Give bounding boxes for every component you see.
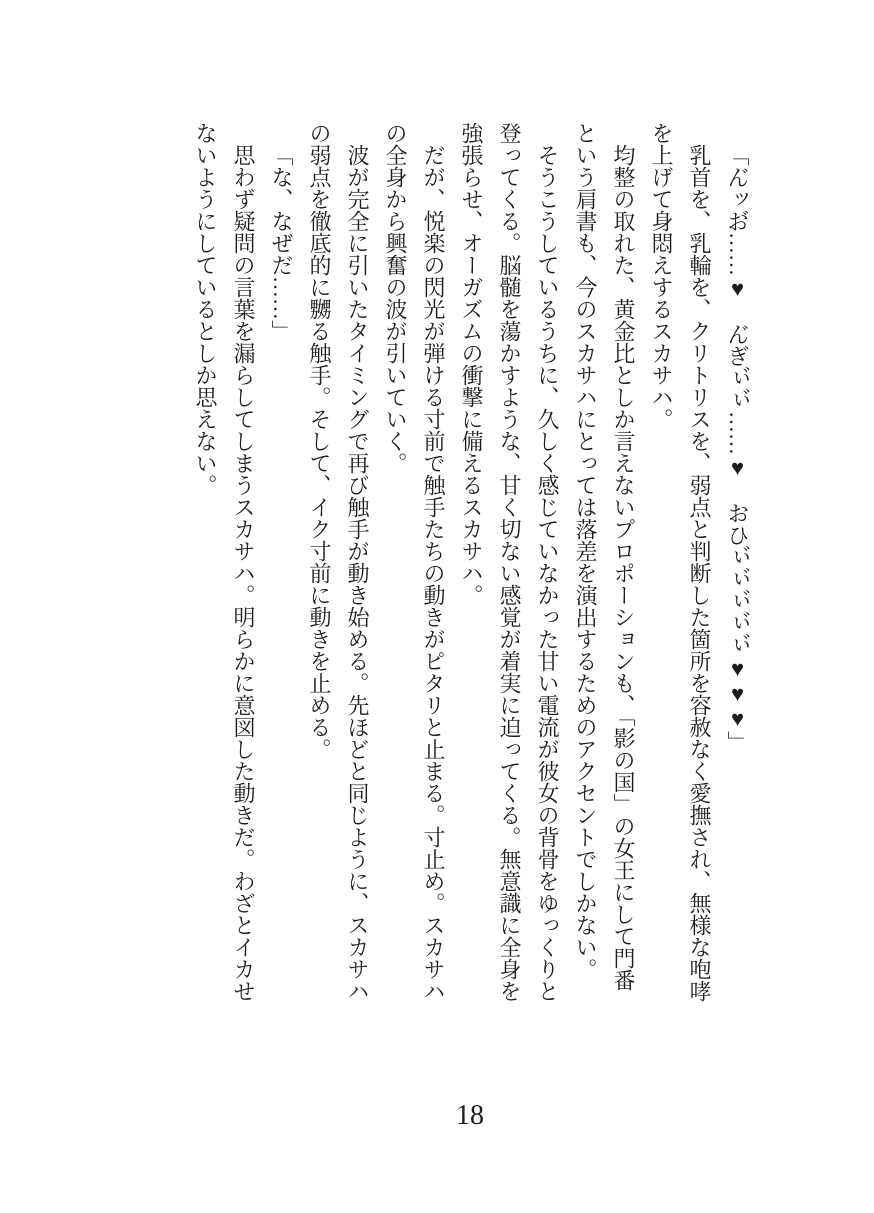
paragraph-proportions: 均整の取れた、黄金比としか言えないプロポーションも、「影の国」の女王にして門番という肩書も、今のスカサハにとっては落差を演出するためのアクセントでしかない。 [573,122,636,991]
paragraph-edging-stop: だが、悦楽の閃光が弾ける寸前で触手たちの動きがピタリと止まる。寸止め。スカサハの全身から興奮の波が引いていく。 [383,122,446,1002]
dialogue-line-why: 「な、なぜだ……」 [269,144,294,342]
page-number: 18 [456,1100,484,1131]
paragraph-caress: 乳首を、乳輪を、クリトリスを、弱点と判断した箇所を容赦なく愛撫され、無様な咆哮を上げて身悶えするスカサハ。 [649,122,712,1002]
paragraph-sweet-current: そうこうしているうちに、久しく感じていなかった甘い電流が彼女の背骨をゆっくりと登ってくる。脳髄を蕩かすような、甘く切ない感覚が着実に迫ってくる。無意識に全身を強張らせ、オーガズムの衝撃に備えるスカサハ。 [459,122,560,1002]
dialogue-line-moan: 「ん゙ッお゙……♥ ん゙ぎぃ゙ぃ゙……♥ おひぃ゙ぃ゙ぃ゙ぃ゙ぃ゙♥♥♥」 [725,144,750,753]
vertical-text-block [186,122,756,1010]
paragraph-tentacles-resume: 波が完全に引いたタイミングで再び触手が動き始める。先ほどと同じように、スカサハの弱点を徹底的に嬲る触手。そして、イク寸前に動きを止める。 [307,122,370,1002]
paragraph-realization: 思わず疑問の言葉を漏らしてしまうスカサハ。明らかに意図した動きだ。わざとイカせないようにしているとしか思えない。 [193,122,256,1002]
